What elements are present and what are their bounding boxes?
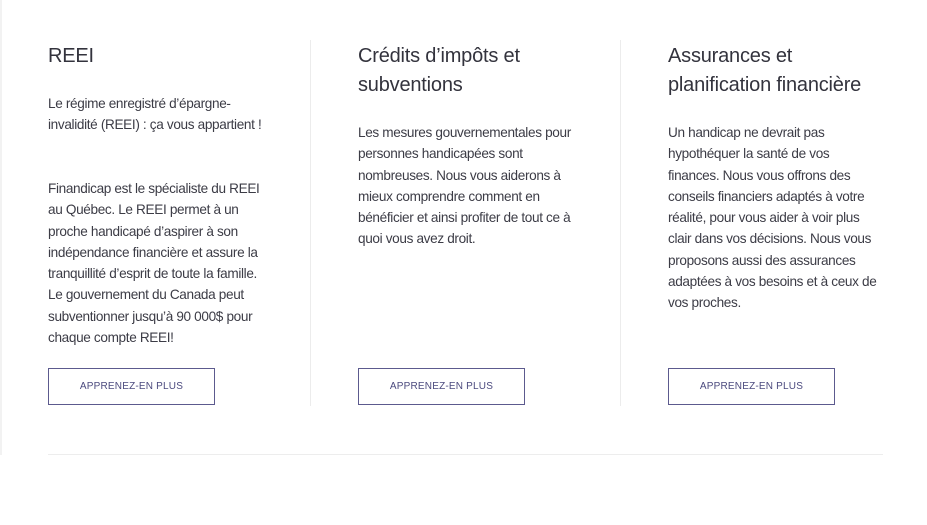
- column-body-text: Finandicap est le spécialiste du REEI au Québec. Le REEI permet à un proche handicapé d’aspirer à son indépendance financière et assure la tranquillité d’esprit de toute la famille. Le gouvernement du Canada peut subventionner jusqu’à 90 000$ pour chaque compte REEI!: [48, 181, 260, 346]
- learn-more-button-reei[interactable]: APPRENEZ-EN PLUS: [48, 368, 215, 405]
- learn-more-button-tax-credits[interactable]: APPRENEZ-EN PLUS: [358, 368, 525, 405]
- page-left-edge: [0, 0, 2, 455]
- service-column-reei: [48, 40, 310, 406]
- column-body-text: Un handicap ne devrait pas hypothéquer la santé de vos finances. Nous vous offrons des conseils financiers adaptés à votre réalité, pour vous aider à voir plus clair dans vos décisions. Nous vous proposons aussi des assurances adaptées à vos besoins et à ceux de vos proches.: [668, 125, 877, 311]
- column-intro-text: Le régime enregistré d’épargne-invalidité (REEI) : ça vous appartient !: [48, 96, 262, 133]
- service-column-insurance: [668, 40, 883, 406]
- column-divider: [310, 40, 311, 406]
- service-column-tax-credits: [358, 40, 620, 406]
- column-body-text: Les mesures gouvernementales pour personnes handicapées sont nombreuses. Nous vous aiderons à mieux comprendre comment en bénéficier et ainsi profiter de tout ce à quoi vous avez droit.: [358, 125, 571, 247]
- section-bottom-divider: [48, 454, 883, 455]
- column-title: Crédits d’impôts et subventions: [358, 45, 520, 96]
- services-section: [48, 40, 883, 406]
- column-title: Assurances et planification financière: [668, 45, 862, 96]
- learn-more-button-insurance[interactable]: APPRENEZ-EN PLUS: [668, 368, 835, 405]
- column-divider: [620, 40, 621, 406]
- column-title: REEI: [48, 45, 94, 67]
